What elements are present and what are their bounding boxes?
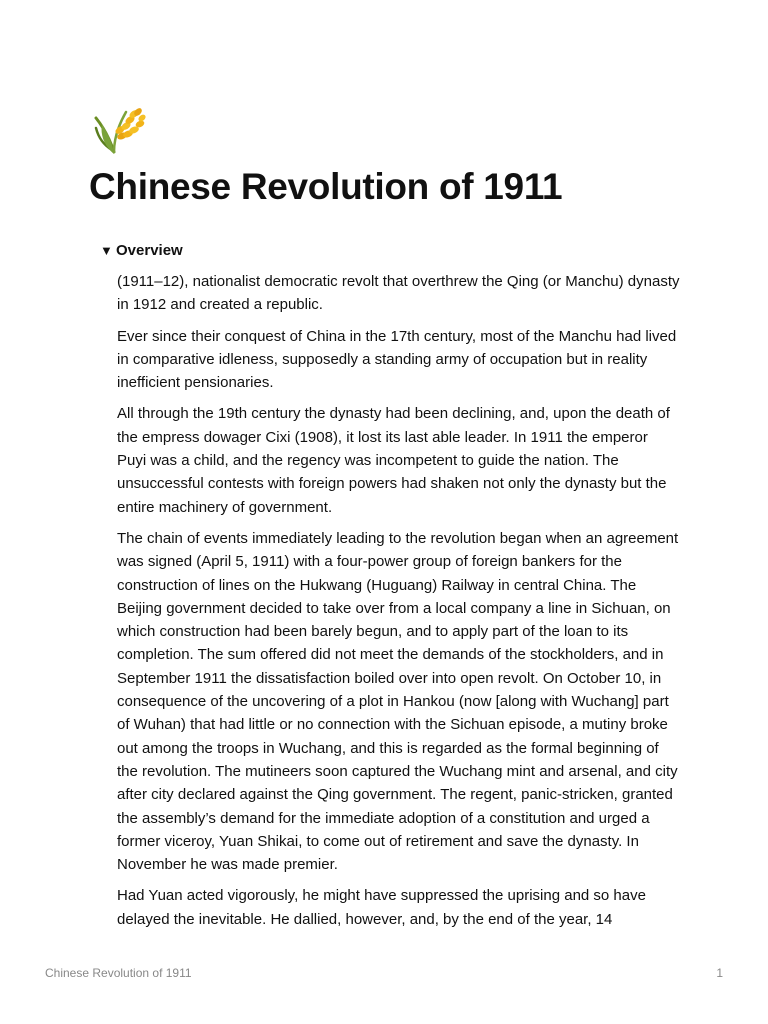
paragraph: Ever since their conquest of China in the 17th century, most of the Manchu had lived in comparative idleness, supposedly a standing army of occupation but in reality inefficient pensionaries. <box>117 327 677 392</box>
overview-toggle-header[interactable] <box>100 240 680 262</box>
paragraph: (1911–12), nationalist democratic revolt that overthrew the Qing (or Manchu) dynasty in 1912 and created a republic. <box>117 273 680 314</box>
overview-toggle-label[interactable]: Overview <box>116 242 183 259</box>
overview-toggle-content <box>117 270 680 931</box>
paragraph: All through the 19th century the dynasty had been declining, and, upon the death of the empress dowager Cixi (1908), it lost its last able leader. In 1911 the emperor Puyi was a child, and the regency was incompetent to guide the nation. The unsuccessful contests with foreign powers had shaken not only the dynasty but the entire machinery of government. <box>117 405 670 516</box>
footer-title: Chinese Revolution of 1911 <box>45 966 192 980</box>
page-number: 1 <box>716 966 723 980</box>
paragraph: Had Yuan acted vigorously, he might have suppressed the uprising and so have delayed the inevitable. He dallied, however, and, by the end of the year, 14 <box>117 887 646 928</box>
overview-toggle <box>100 240 680 939</box>
paragraph: The chain of events immediately leading to the revolution began when an agreement was signed (April 5, 1911) with a four-power group of foreign bankers for the construction of lines on the Hukwang (Huguang) Railway in central China. The Beijing government decided to take over from a local company a line in Sichuan, on which construction had been barely begun, and to apply part of the loan to its completion. The sum offered did not meet the demands of the stockholders, and in September 1911 the dissatisfaction boiled over into open revolt. On October 10, in consequence of the uncovering of a plot in Hankou (now [along with Wuchang] part of Wuhan) that had little or no connection with the Sichuan episode, a mutiny broke out among the troops in Wuchang, and this is regarded as the formal beginning of the revolution. The mutineers soon captured the Wuchang mint and arsenal, and city after city declared against the Qing government. The regent, panic-stricken, granted the assembly’s demand for the immediate adoption of a constitution and urged a former viceroy, Yuan Shikai, to come out of retirement and save the dynasty. In November he was made premier. <box>117 529 679 874</box>
rice-plant-icon <box>90 100 148 156</box>
page-title: Chinese Revolution of 1911 <box>89 166 563 207</box>
triangle-down-icon[interactable]: ▼ <box>100 243 113 258</box>
